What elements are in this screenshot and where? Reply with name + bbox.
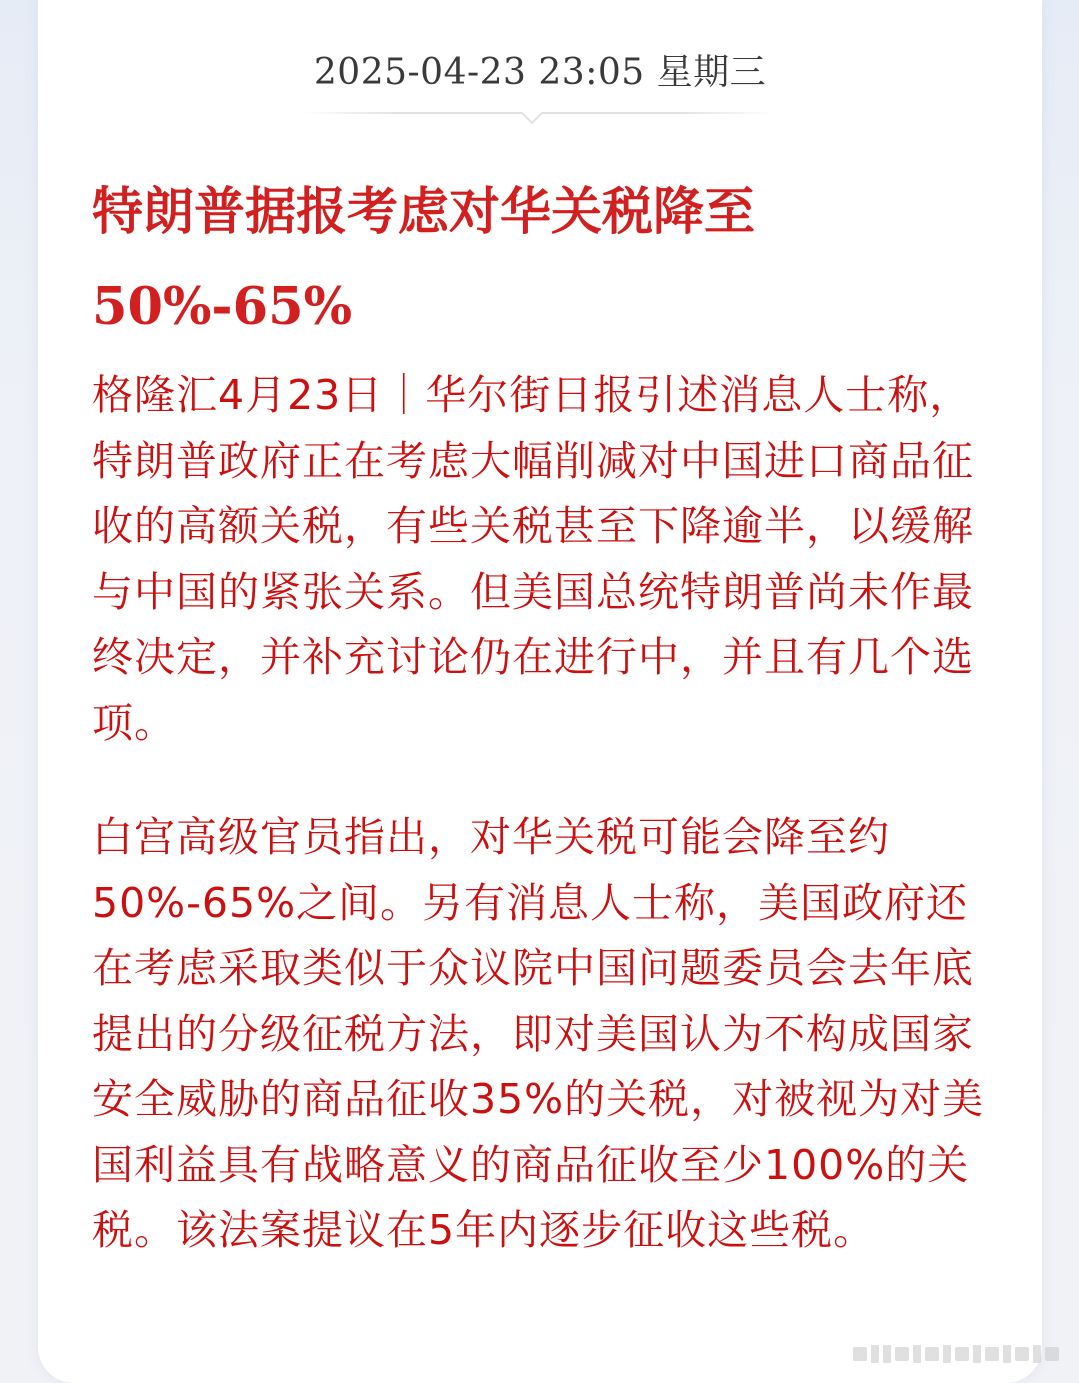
article-paragraph-2: 白宫高级官员指出，对华关税可能会降至约50%-65%之间。另有消息人士称，美国政府还在考虑采取类似于众议院中国问题委员会去年底提出的分级征税方法，即对美国认为不构成国家安全威胁的商品征收35%的关税，对被视为对美国利益具有战略意义的商品征收至少100%的关税。该法案提议在5年内逐步征收这些税。 bbox=[92, 813, 985, 1254]
article-datetime: 2025-04-23 23:05 星期三 bbox=[313, 52, 767, 93]
headline-line-2: 50%-65% bbox=[92, 277, 353, 337]
watermark-icon bbox=[853, 1341, 1063, 1367]
article-paragraph-1: 格隆汇4月23日｜华尔街日报引述消息人士称，特朗普政府正在考虑大幅削减对中国进口商品征收的高额关税，有些关税甚至下降逾半，以缓解与中国的紧张关系。但美国总统特朗普尚未作最终决定，并补充讨论仍在进行中，并且有几个选项。 bbox=[92, 371, 974, 747]
headline-line-1: 特朗普据报考虑对华关税降至 bbox=[92, 182, 756, 242]
article-headline bbox=[92, 165, 992, 355]
article-card bbox=[38, 0, 1042, 1383]
divider-notch bbox=[521, 102, 544, 125]
